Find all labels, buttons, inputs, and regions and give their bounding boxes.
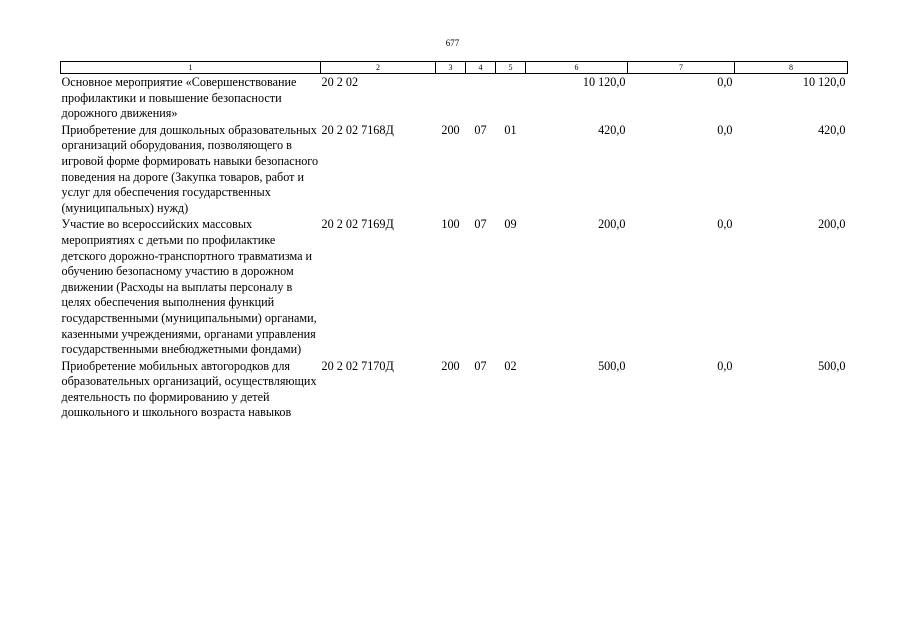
page-number: 677 (445, 38, 460, 48)
table-row (61, 358, 848, 421)
row-expense-type: 100 (441, 217, 460, 232)
row-subsection: 02 (504, 358, 517, 373)
row-amount-7: 0,0 (717, 217, 733, 232)
row-amount-7: 0,0 (717, 122, 733, 137)
row-amount-6: 420,0 (598, 122, 626, 137)
budget-table (60, 61, 848, 421)
column-number-1: 1 (61, 62, 321, 74)
row-description: Приобретение мобильных автогородков для образовательных организаций, осуществляющих деятельность по формированию у детей дошкольного и школьного возраста навыков (61, 358, 317, 420)
row-amount-6: 10 120,0 (582, 75, 626, 89)
column-number-5: 5 (496, 62, 526, 74)
row-description: Основное мероприятие «Совершенствование профилактики и повышение безопасности дорожного движения» (61, 75, 297, 121)
row-amount-8: 420,0 (818, 122, 846, 137)
column-number-3: 3 (436, 62, 466, 74)
row-amount-7: 0,0 (717, 75, 733, 89)
table-header-row (61, 62, 848, 74)
row-amount-6: 500,0 (598, 358, 626, 373)
row-code: 20 2 02 7168Д (321, 122, 394, 137)
row-expense-type (436, 74, 466, 122)
row-section: 07 (474, 217, 487, 232)
row-amount-7: 0,0 (717, 358, 733, 373)
row-amount-8: 200,0 (818, 217, 846, 232)
row-expense-type: 200 (441, 358, 460, 373)
row-expense-type: 200 (441, 122, 460, 137)
row-amount-8: 10 120,0 (802, 75, 846, 89)
row-section (466, 74, 496, 122)
column-number-7: 7 (628, 62, 735, 74)
column-number-8: 8 (735, 62, 848, 74)
row-code: 20 2 02 7169Д (321, 217, 394, 232)
row-section: 07 (474, 122, 487, 137)
row-subsection (496, 74, 526, 122)
table-row (61, 74, 848, 122)
row-subsection: 09 (504, 217, 517, 232)
row-code: 20 2 02 (321, 75, 359, 89)
row-code: 20 2 02 7170Д (321, 358, 394, 373)
row-description: Участие во всероссийских массовых мероприятиях с детьми по профилактике детского дорожно-транспортного травматизма и обучению безопасному участию в дорожном движении (Расходы на выплаты персоналу в целях обеспечения выполнения функций государственными (муниципальными) органами, казенными учреждениями, органами управления государственными внебюджетными фондами) (61, 217, 317, 357)
table-row (61, 216, 848, 357)
column-number-6: 6 (526, 62, 628, 74)
row-description: Приобретение для дошкольных образовательных организаций оборудования, позволяющего в игровой форме формировать навыки безопасного поведения на дороге (Закупка товаров, работ и услуг для обеспечения государственных (муниципальных) нужд) (61, 122, 319, 215)
row-amount-6: 200,0 (598, 217, 626, 232)
row-subsection: 01 (504, 122, 517, 137)
row-section: 07 (474, 358, 487, 373)
column-number-2: 2 (321, 62, 436, 74)
row-amount-8: 500,0 (818, 358, 846, 373)
column-number-4: 4 (466, 62, 496, 74)
table-row (61, 122, 848, 217)
